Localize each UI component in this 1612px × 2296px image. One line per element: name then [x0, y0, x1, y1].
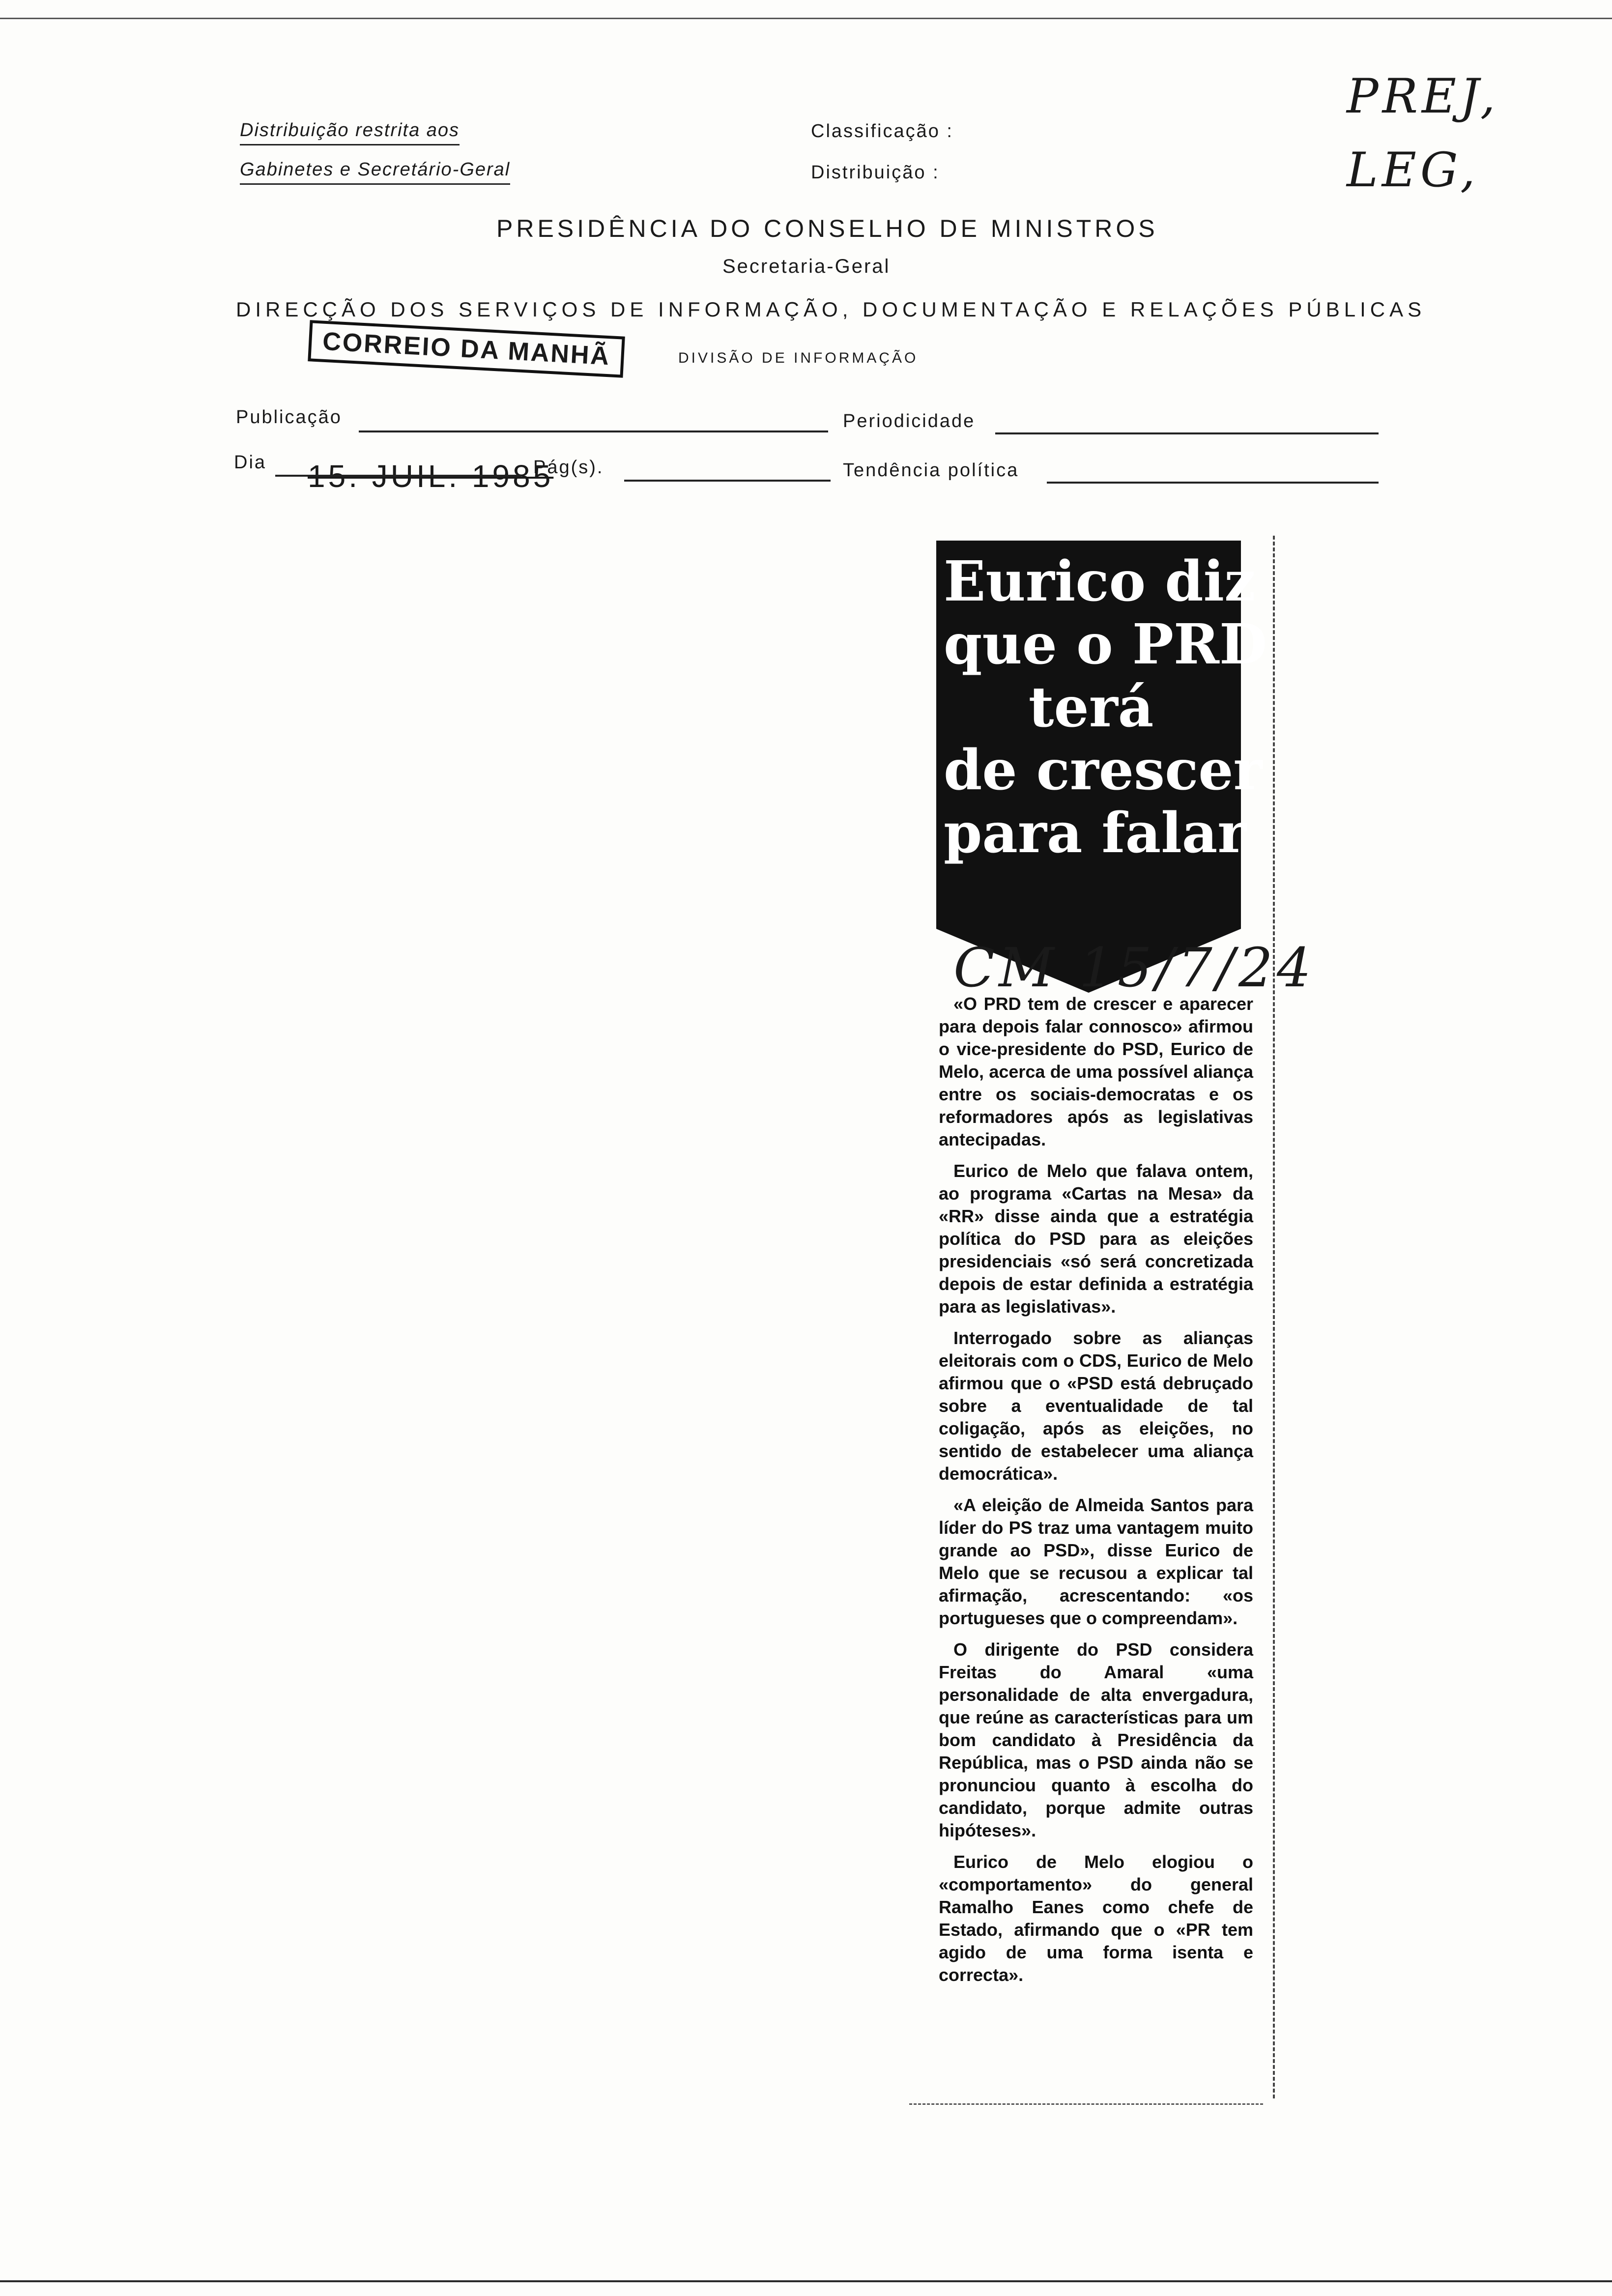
headline-line-4: de crescer — [944, 738, 1263, 803]
distribution-line-2: Gabinetes e Secretário-Geral — [240, 159, 510, 185]
tendency-label: Tendência política — [843, 460, 1019, 481]
headline-line-5: para falar — [944, 801, 1247, 865]
handwritten-note-line-1: PREJ, — [1347, 69, 1499, 124]
institution-subtitle: Secretaria-Geral — [722, 256, 891, 277]
handwritten-article-mark: CM 15/7/24 — [953, 936, 1315, 999]
pages-field — [624, 480, 831, 482]
article-headline — [944, 549, 1267, 865]
scan-edge-bottom — [0, 2280, 1612, 2282]
periodicity-label: Periodicidade — [843, 411, 976, 431]
distribution-line-1: Distribuição restrita aos — [240, 120, 460, 145]
date-stamp: 15. JUIL. 1985 — [308, 459, 554, 494]
article-paragraph: Interrogado sobre as alianças eleitorais com o CDS, Eurico de Melo afirmou que o «PSD está debruçado sobre a eventualidade de tal coligação, após as eleições, no sentido de estabelecer uma aliança democrática». — [939, 1328, 1253, 1484]
article-paragraph: Eurico de Melo que falava ontem, ao programa «Cartas na Mesa» da «RR» disse ainda que a estratégia política do PSD para as eleições presidenciais «só será concretizada depois de estar definida a estratégia para as legislativas». — [939, 1161, 1253, 1317]
article-body — [939, 993, 1253, 1995]
publication-label: Publicação — [236, 407, 342, 428]
distribution-label: Distribuição : — [811, 162, 940, 183]
clipping-bottom-edge — [909, 2103, 1263, 2105]
publication-stamp: CORREIO DA MANHÃ — [308, 320, 625, 377]
institution-title: PRESIDÊNCIA DO CONSELHO DE MINISTROS — [496, 215, 1158, 242]
article-paragraph: «A eleição de Almeida Santos para líder do PS traz uma vantagem muito grande ao PSD», disse Eurico de Melo que se recusou a explicar tal afirmação, acrescentando: «os portugueses que o compreendam». — [939, 1495, 1253, 1628]
article-paragraph: O dirigente do PSD considera Freitas do Amaral «uma personalidade de alta envergadura, que reúne as características para um bom candidato à Presidência da República, mas o PSD ainda não se pronunciou quanto à escolha do candidato, porque admite outras hipóteses». — [939, 1639, 1253, 1840]
publication-field — [359, 430, 828, 432]
day-field — [275, 475, 521, 477]
scan-edge-top — [0, 18, 1612, 19]
headline-line-1: Eurico diz — [944, 549, 1256, 614]
directorate-title: DIRECÇÃO DOS SERVIÇOS DE INFORMAÇÃO, DOCUMENTAÇÃO E RELAÇÕES PÚBLICAS — [236, 298, 1426, 321]
classification-label: Classificação : — [811, 121, 953, 142]
clipping-edge — [1273, 536, 1279, 2098]
periodicity-field — [995, 432, 1379, 434]
handwritten-note-line-2: LEG, — [1347, 143, 1479, 198]
headline-line-3: terá — [1028, 675, 1154, 740]
tendency-field — [1047, 482, 1379, 484]
article-paragraph: Eurico de Melo elogiou o «comportamento» do general Ramalho Eanes como chefe de Estado, afirmando que o «PR tem agido de uma forma isenta e correcta». — [939, 1852, 1253, 1985]
headline-line-2: que o PRD — [944, 612, 1267, 677]
division-label: DIVISÃO DE INFORMAÇÃO — [678, 350, 919, 366]
day-label: Dia — [234, 452, 267, 473]
pages-label: Pág(s). — [533, 457, 604, 478]
article-paragraph: «O PRD tem de crescer e aparecer para depois falar connosco» afirmou o vice-presidente do PSD, Eurico de Melo, acerca de uma possível aliança entre os sociais-democratas e os reformadores após as legislativas antecipadas. — [939, 994, 1253, 1149]
